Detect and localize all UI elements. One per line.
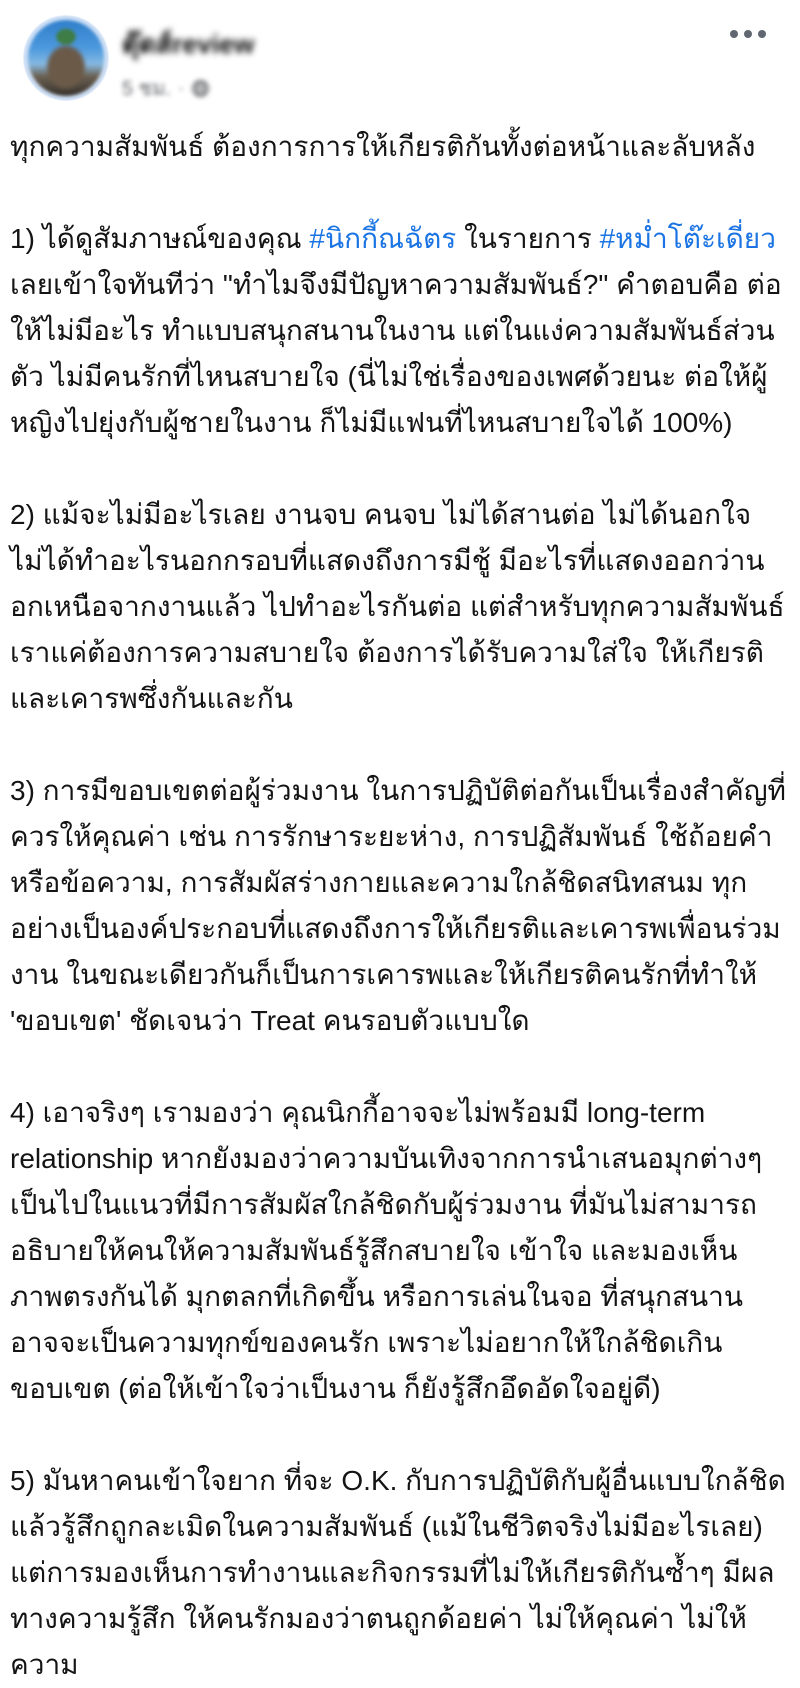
text-segment: ทุกความสัมพันธ์ ต้องการการให้เกียรติกันทั้งต่อหน้าและลับหลัง (10, 131, 756, 162)
text-segment: 3) การมีขอบเขตต่อผู้ร่วมงาน ในการปฏิบัติต่อกันเป็นเรื่องสำคัญที่ควรให้คุณค่า เช่น การรักษาระยะห่าง, การปฏิสัมพันธ์ ใช้ถ้อยคำหรือข้อความ, การสัมผัสร่างกายและความใกล้ชิดสนิทสนม ทุกอย่างเป็นองค์ประกอบที่แสดงถึงการให้เกียรติและเคารพเพื่อนร่วมงาน ในขณะเดียวกันก็เป็นการเคารพและให้เกียรติคนรักที่ทำให้ 'ขอบเขต' ชัดเจนว่า Treat คนรอบตัวแบบใด (10, 775, 787, 1036)
ellipsis-dot (744, 30, 752, 38)
globe-public-icon (191, 79, 210, 98)
page-name[interactable]: ตุ๊ดส์review (122, 29, 255, 59)
ellipsis-dot (730, 30, 738, 38)
avatar-image (28, 20, 104, 96)
text-segment: 5) มันหาคนเข้าใจยาก ที่จะ O.K. กับการปฏิบัติกับผู้อื่นแบบใกล้ชิด แล้วรู้สึกถูกละเมิดในความสัมพันธ์ (แม้ในชีวิตจริงไม่มีอะไรเลย) แต่การมองเห็นการทำงานและกิจกรรมที่ไม่ให้เกียรติกันซ้ำๆ มีผลทางความรู้สึก ให้คนรักมองว่าตนถูกด้อยค่า ไม่ให้คุณค่า ไม่ให้ความ (10, 1465, 786, 1680)
post-paragraph (10, 768, 788, 1044)
text-segment: 2) แม้จะไม่มีอะไรเลย งานจบ คนจบ ไม่ได้สานต่อ ไม่ได้นอกใจ ไม่ได้ทำอะไรนอกกรอบที่แสดงถึงการมีชู้ มีอะไรที่แสดงออกว่านอกเหนือจากงานแล้ว ไปทำอะไรกันต่อ แต่สำหรับทุกความสัมพันธ์ เราแค่ต้องการความสบายใจ ต้องการได้รับความใส่ใจ ให้เกียรติ และเคารพซึ่งกันและกัน (10, 499, 785, 714)
text-segment: ในรายการ (456, 223, 600, 254)
post-options-ellipsis-icon[interactable] (722, 22, 774, 46)
post-paragraph (10, 1090, 788, 1412)
hashtag-link[interactable]: #นิกกี้ณฉัตร (309, 223, 457, 254)
post-paragraph (10, 492, 788, 722)
hashtag-link[interactable]: #หม่ำโต๊ะเดี่ยว (599, 223, 776, 254)
post-paragraph (10, 216, 788, 446)
post-header (0, 0, 800, 104)
timestamp[interactable]: 5 ชม. (122, 78, 171, 100)
post-text (0, 104, 800, 1688)
avatar[interactable] (24, 16, 108, 100)
post-paragraph (10, 1458, 788, 1688)
dot-separator: · (178, 78, 184, 98)
post-meta-row (122, 72, 254, 104)
header-meta (122, 16, 254, 104)
text-segment: 4) เอาจริงๆ เรามองว่า คุณนิกกี้อาจจะไม่พร้อมมี long-term relationship หากยังมองว่าความบันเทิงจากการนำเสนอมุกต่างๆ เป็นไปในแนวที่มีการสัมผัสใกล้ชิดกับผู้ร่วมงาน ที่มันไม่สามารถอธิบายให้คนให้ความสัมพันธ์รู้สึกสบายใจ เข้าใจ และมองเห็นภาพตรงกันได้ มุกตลกที่เกิดขึ้น หรือการเล่นในจอ ที่สนุกสนาน อาจจะเป็นความทุกข์ของคนรัก เพราะไม่อยากให้ใกล้ชิดเกินขอบเขต (ต่อให้เข้าใจว่าเป็นงาน ก็ยังรู้สึกอึดอัดใจอยู่ดี) (10, 1097, 763, 1404)
ellipsis-dot (758, 30, 766, 38)
post-paragraph (10, 124, 788, 170)
text-segment: 1) ได้ดูสัมภาษณ์ของคุณ (10, 223, 310, 254)
text-segment: เลยเข้าใจทันทีว่า "ทำไมจึงมีปัญหาความสัมพันธ์?" คำตอบคือ ต่อให้ไม่มีอะไร ทำแบบสนุกสนานในงาน แต่ในแง่ความสัมพันธ์ส่วนตัว ไม่มีคนรักที่ไหนสบายใจ (นี่ไม่ใช่เรื่องของเพศด้วยนะ ต่อให้ผู้หญิงไปยุ่งกับผู้ชายในงาน ก็ไม่มีแฟนที่ไหนสบายใจได้ 100%) (10, 269, 782, 438)
